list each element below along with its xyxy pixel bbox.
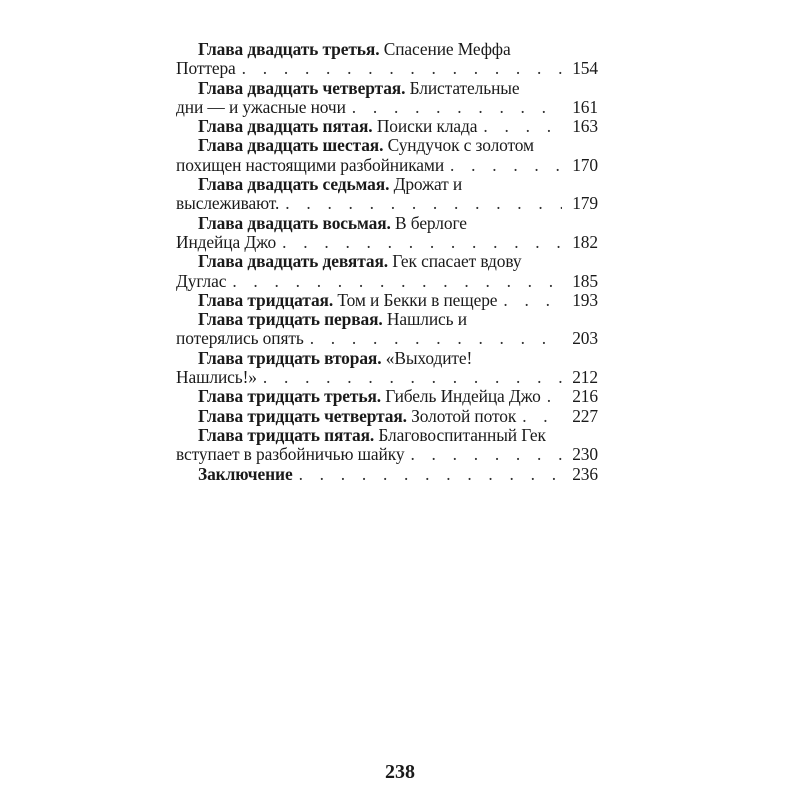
toc-entry [176,349,598,388]
toc-entry-page-line [176,407,598,426]
page-number: 236 [572,463,598,484]
toc-entry-page-line [176,194,598,213]
toc-entry-first-line [176,79,598,98]
dot-leader [299,465,562,484]
chapter-name: Том и Бекки в пещере [337,289,498,310]
dot-leader [450,156,562,175]
page-folio-number: 238 [385,761,415,783]
chapter-name-continued: выслеживают. [176,193,280,214]
toc-entry-page-line [176,233,598,252]
chapter-name: Нашлись и [386,310,467,330]
chapter-title: Глава двадцать восьмая. [198,213,391,233]
toc-entry [176,387,598,406]
toc-entry [176,426,598,465]
chapter-name: «Выходите! [385,348,473,368]
toc-entry [176,175,598,214]
page-number: 203 [572,328,598,349]
chapter-title: Глава тридцать пятая. [198,425,375,445]
toc-entry-first-line [176,310,598,329]
chapter-name: Поиски клада [376,116,478,137]
dot-leader [352,98,562,117]
page-number: 185 [572,270,598,291]
toc-entry-page-line [176,156,598,175]
chapter-name: Блистательные [409,78,520,98]
toc-entry-first-line [176,426,598,445]
chapter-title: Глава двадцать третья. [198,40,380,59]
chapter-name-continued: похищен настоящими разбойниками [176,154,445,175]
toc-entry-page-line [176,368,598,387]
chapter-title: Глава тридцатая. [198,289,334,310]
chapter-title: Глава тридцать четвертая. [198,405,407,426]
toc-entry [176,117,598,136]
chapter-title: Глава тридцать вторая. [198,348,382,368]
chapter-name: Сундучок с золотом [387,136,534,156]
chapter-title: Глава двадцать шестая. [198,136,384,156]
page-number: 170 [572,154,598,175]
chapter-title: Глава тридцать первая. [198,310,383,330]
chapter-name-continued: Дуглас [176,270,227,291]
chapter-title: Глава двадцать четвертая. [198,78,406,98]
chapter-name: Гек спасает вдову [392,252,522,272]
dot-leader [483,117,562,136]
toc-entry-first-line [176,136,598,155]
chapter-title: Глава двадцать девятая. [198,252,389,272]
toc-entry [176,252,598,291]
toc-entry [176,136,598,175]
chapter-name-continued: вступает в разбойничью шайку [176,444,405,465]
chapter-name: Золотой поток [411,405,517,426]
toc-entry-first-line [176,40,598,59]
toc-entry-page-line [176,445,598,464]
chapter-title: Глава тридцать третья. [198,386,382,407]
page-number: 182 [572,231,598,252]
dot-leader [242,59,562,78]
page-number: 216 [572,386,598,407]
toc-entry [176,40,598,79]
toc-entry-first-line [176,349,598,368]
dot-leader [282,233,562,252]
chapter-name: Гибель Индейца Джо [385,386,541,407]
chapter-name-continued: Индейца Джо [176,231,277,252]
toc-entry [176,465,598,484]
toc-entry [176,214,598,253]
dot-leader [503,291,562,310]
chapter-name-continued: Поттера [176,58,236,79]
toc-entry-page-line [176,329,598,348]
page-number: 161 [572,96,598,117]
page-number: 193 [572,289,598,310]
conclusion-title: Заключение [198,463,293,484]
toc-entry-first-line [176,175,598,194]
dot-leader [263,368,562,387]
chapter-name: Благовоспитанный Гек [378,425,546,445]
toc-entry-page-line [176,291,598,310]
chapter-name-continued: Нашлись!» [176,367,257,388]
chapter-name: Дрожат и [393,175,463,195]
toc-entry-page-line [176,98,598,117]
toc-entry-first-line [176,252,598,271]
toc-entry-page-line [176,387,598,406]
page-number: 154 [572,58,598,79]
chapter-name-continued: дни — и ужасные ночи [176,96,346,117]
chapter-name: Спасение Меффа [383,40,511,59]
toc-entry [176,407,598,426]
page-number: 212 [572,367,598,388]
dot-leader [310,329,562,348]
toc-entry-page-line [176,272,598,291]
toc-entry [176,310,598,349]
dot-leader [522,407,562,426]
toc-entry-page-line [176,465,598,484]
table-of-contents [176,40,598,484]
chapter-title: Глава двадцать седьмая. [198,175,390,195]
dot-leader [547,387,562,406]
chapter-title: Глава двадцать пятая. [198,116,373,137]
dot-leader [232,272,562,291]
page-number: 163 [572,116,598,137]
dot-leader [285,194,562,213]
page-number: 179 [572,193,598,214]
dot-leader [410,445,562,464]
page-number: 227 [572,405,598,426]
toc-entry-first-line [176,214,598,233]
page-number: 230 [572,444,598,465]
toc-entry-page-line [176,117,598,136]
chapter-name-continued: потерялись опять [176,328,304,349]
toc-entry-page-line [176,59,598,78]
toc-entry [176,79,598,118]
chapter-name: В берлоге [395,213,467,233]
toc-entry [176,291,598,310]
